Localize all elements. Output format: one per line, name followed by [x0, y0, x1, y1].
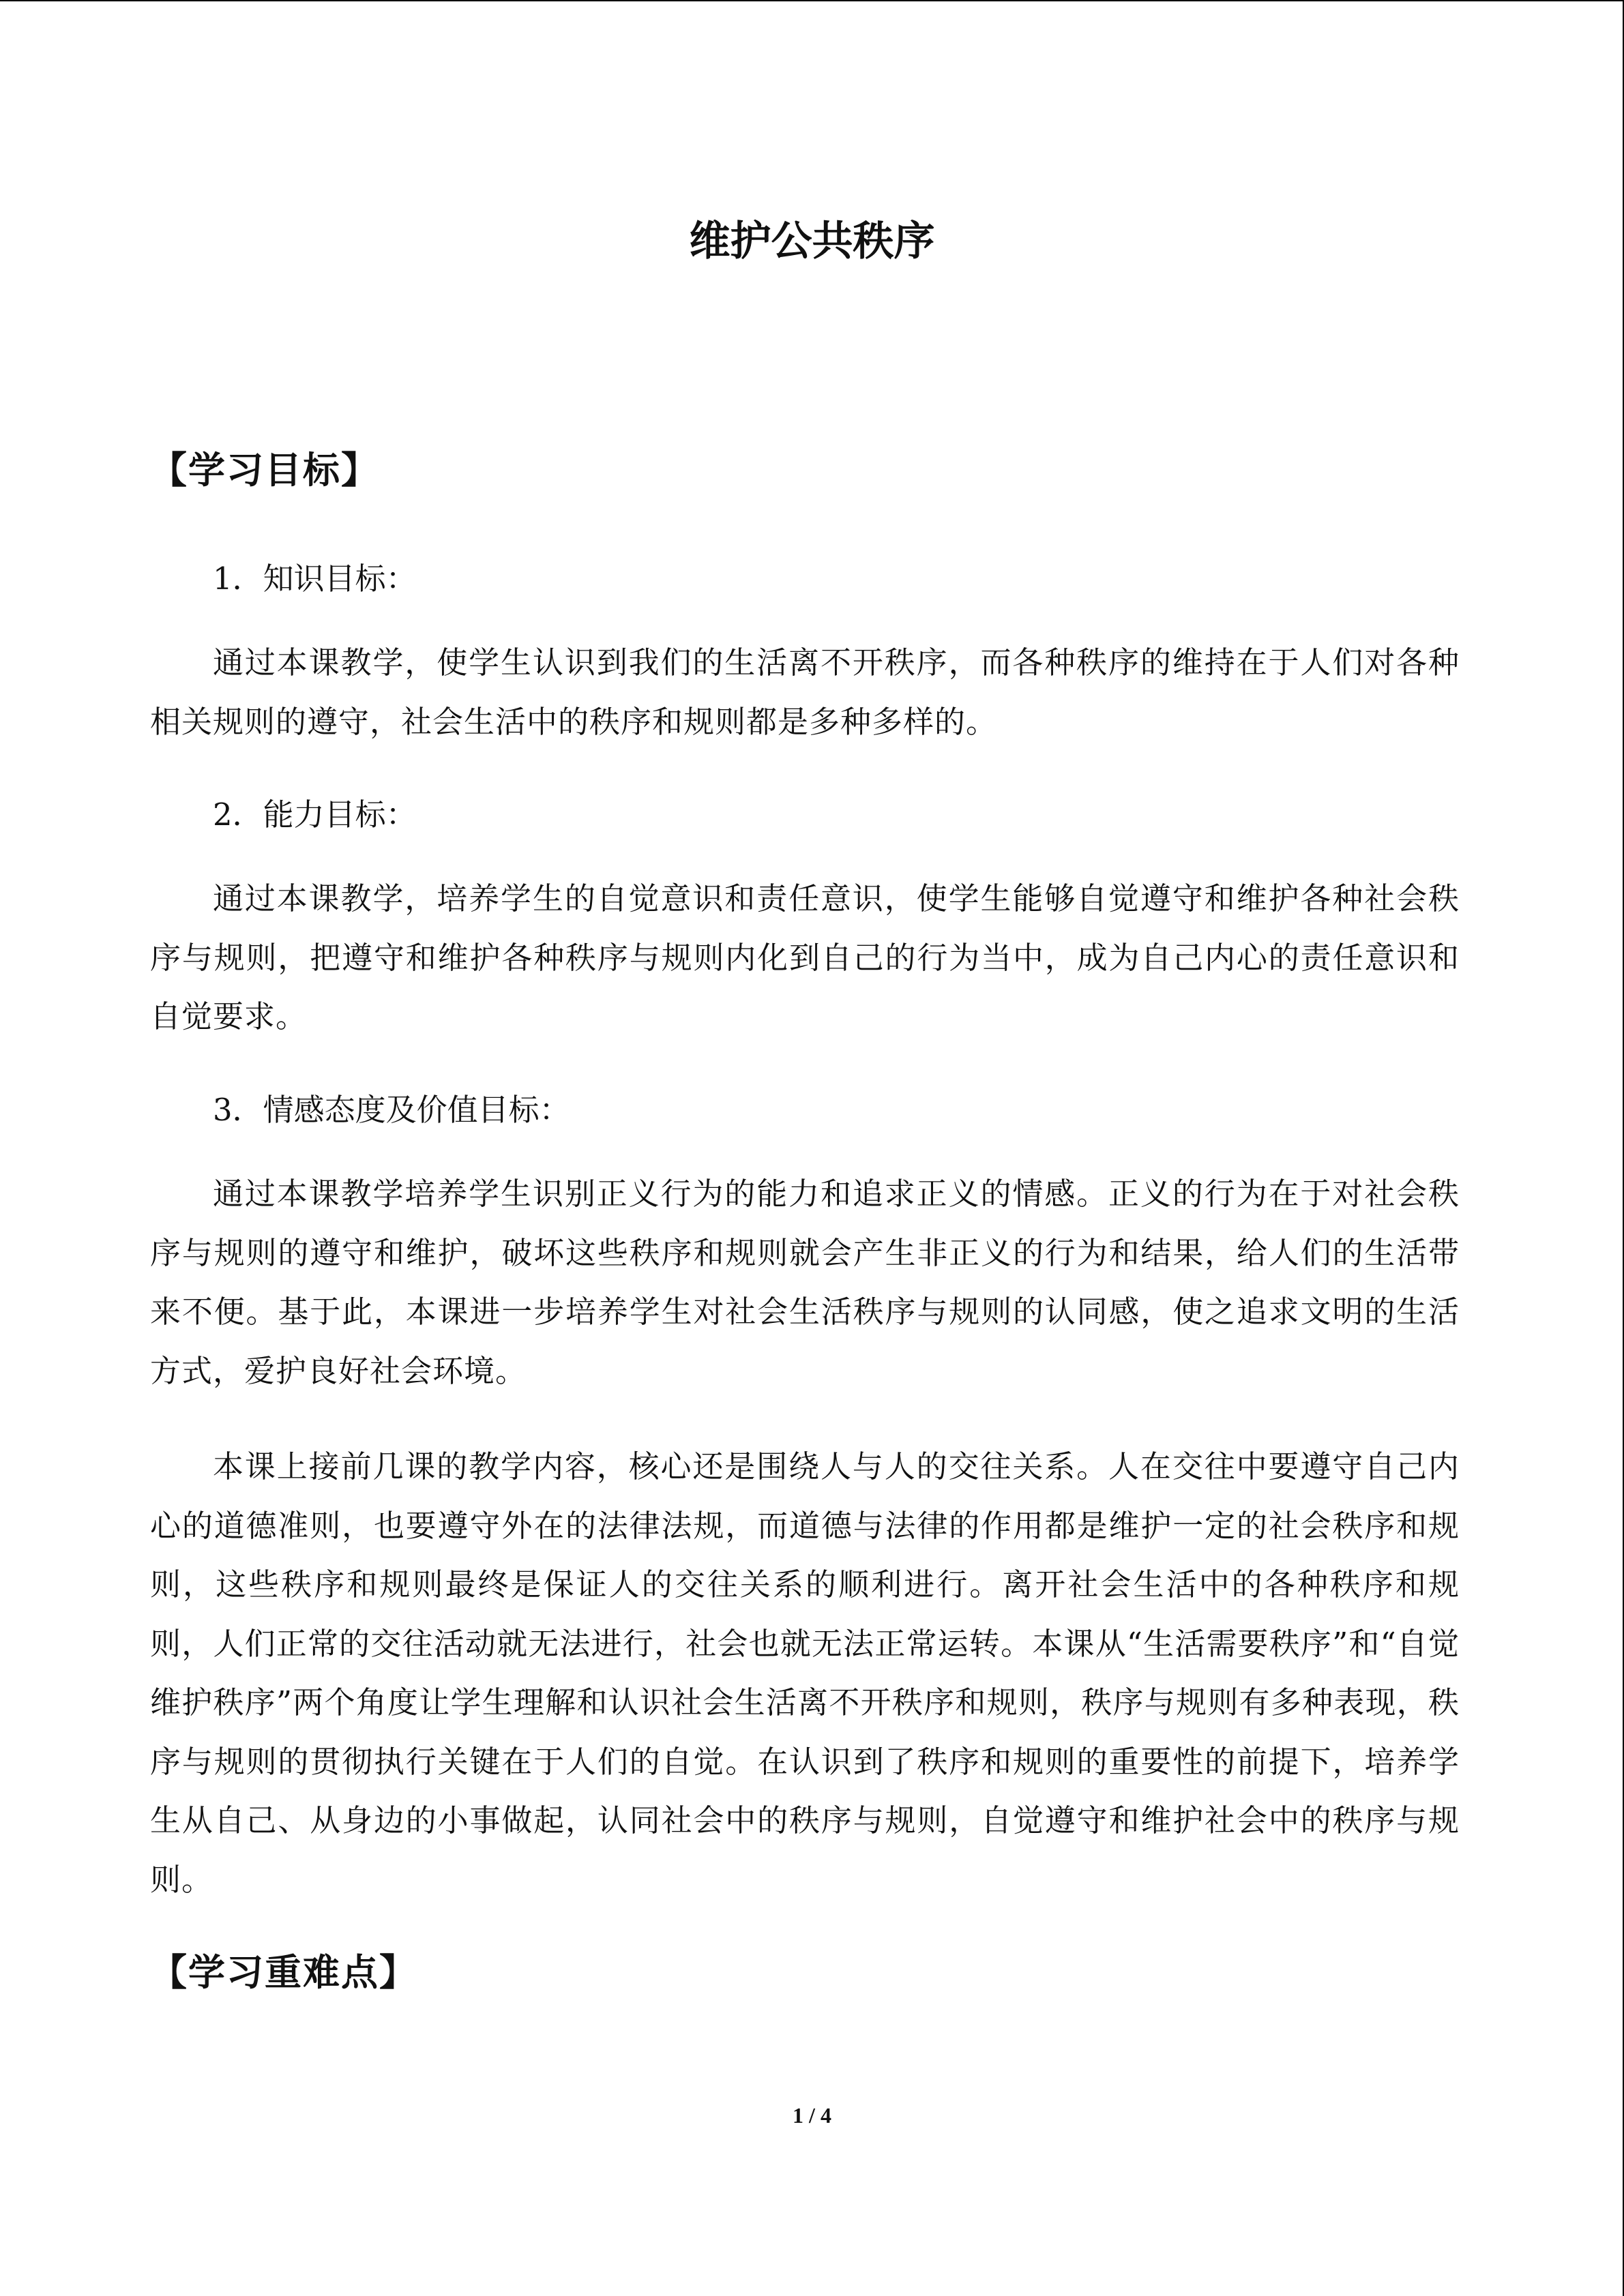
section-heading-learning-goals: 【学习目标】	[150, 449, 379, 492]
knowledge-goal-label: 1．知识目标：	[213, 561, 417, 597]
ability-goal-label: 2．能力目标：	[213, 796, 417, 833]
document-title: 维护公共秩序	[689, 218, 935, 265]
lesson-overview-paragraph: 本课上接前几课的教学内容，核心还是围绕人与人的交往关系。人在交往中要遵守自己内心的道德准则，也要遵守外在的法律法规，而道德与法律的作用都是维护一定的社会秩序和规则，这些秩序和规则最终是保证人的交往关系的顺利进行。离开社会生活中的各种秩序和规则，人们正常的交往活动就无法进行，社会也就无法正常运转。本课从“生活需要秩序”和“自觉维护秩序”两个角度让学生理解和认识社会生活离不开秩序和规则，秩序与规则有多种表现，秩序与规则的贯彻执行关键在于人们的自觉。在认识到了秩序和规则的重要性的前提下，培养学生从自己、从身边的小事做起，认同社会中的秩序与规则，自觉遵守和维护社会中的秩序与规则。	[150, 1448, 1460, 1898]
value-goal-label: 3．情感态度及价值目标：	[213, 1092, 570, 1128]
page-number: 1 / 4	[793, 2103, 831, 2128]
knowledge-goal-paragraph: 通过本课教学，使学生认识到我们的生活离不开秩序，而各种秩序的维持在于人们对各种相关规则的遵守，社会生活中的秩序和规则都是多种多样的。	[150, 644, 1460, 740]
section-heading-key-points: 【学习重难点】	[150, 1951, 417, 1994]
value-goal-paragraph: 通过本课教学培养学生识别正义行为的能力和追求正义的情感。正义的行为在于对社会秩序与规则的遵守和维护，破坏这些秩序和规则就会产生非正义的行为和结果，给人们的生活带来不便。基于此，本课进一步培养学生对社会生活秩序与规则的认同感，使之追求文明的生活方式，爱护良好社会环境。	[150, 1176, 1460, 1389]
ability-goal-paragraph: 通过本课教学，培养学生的自觉意识和责任意识，使学生能够自觉遵守和维护各种社会秩序与规则，把遵守和维护各种秩序与规则内化到自己的行为当中，成为自己内心的责任意识和自觉要求。	[150, 880, 1460, 1034]
